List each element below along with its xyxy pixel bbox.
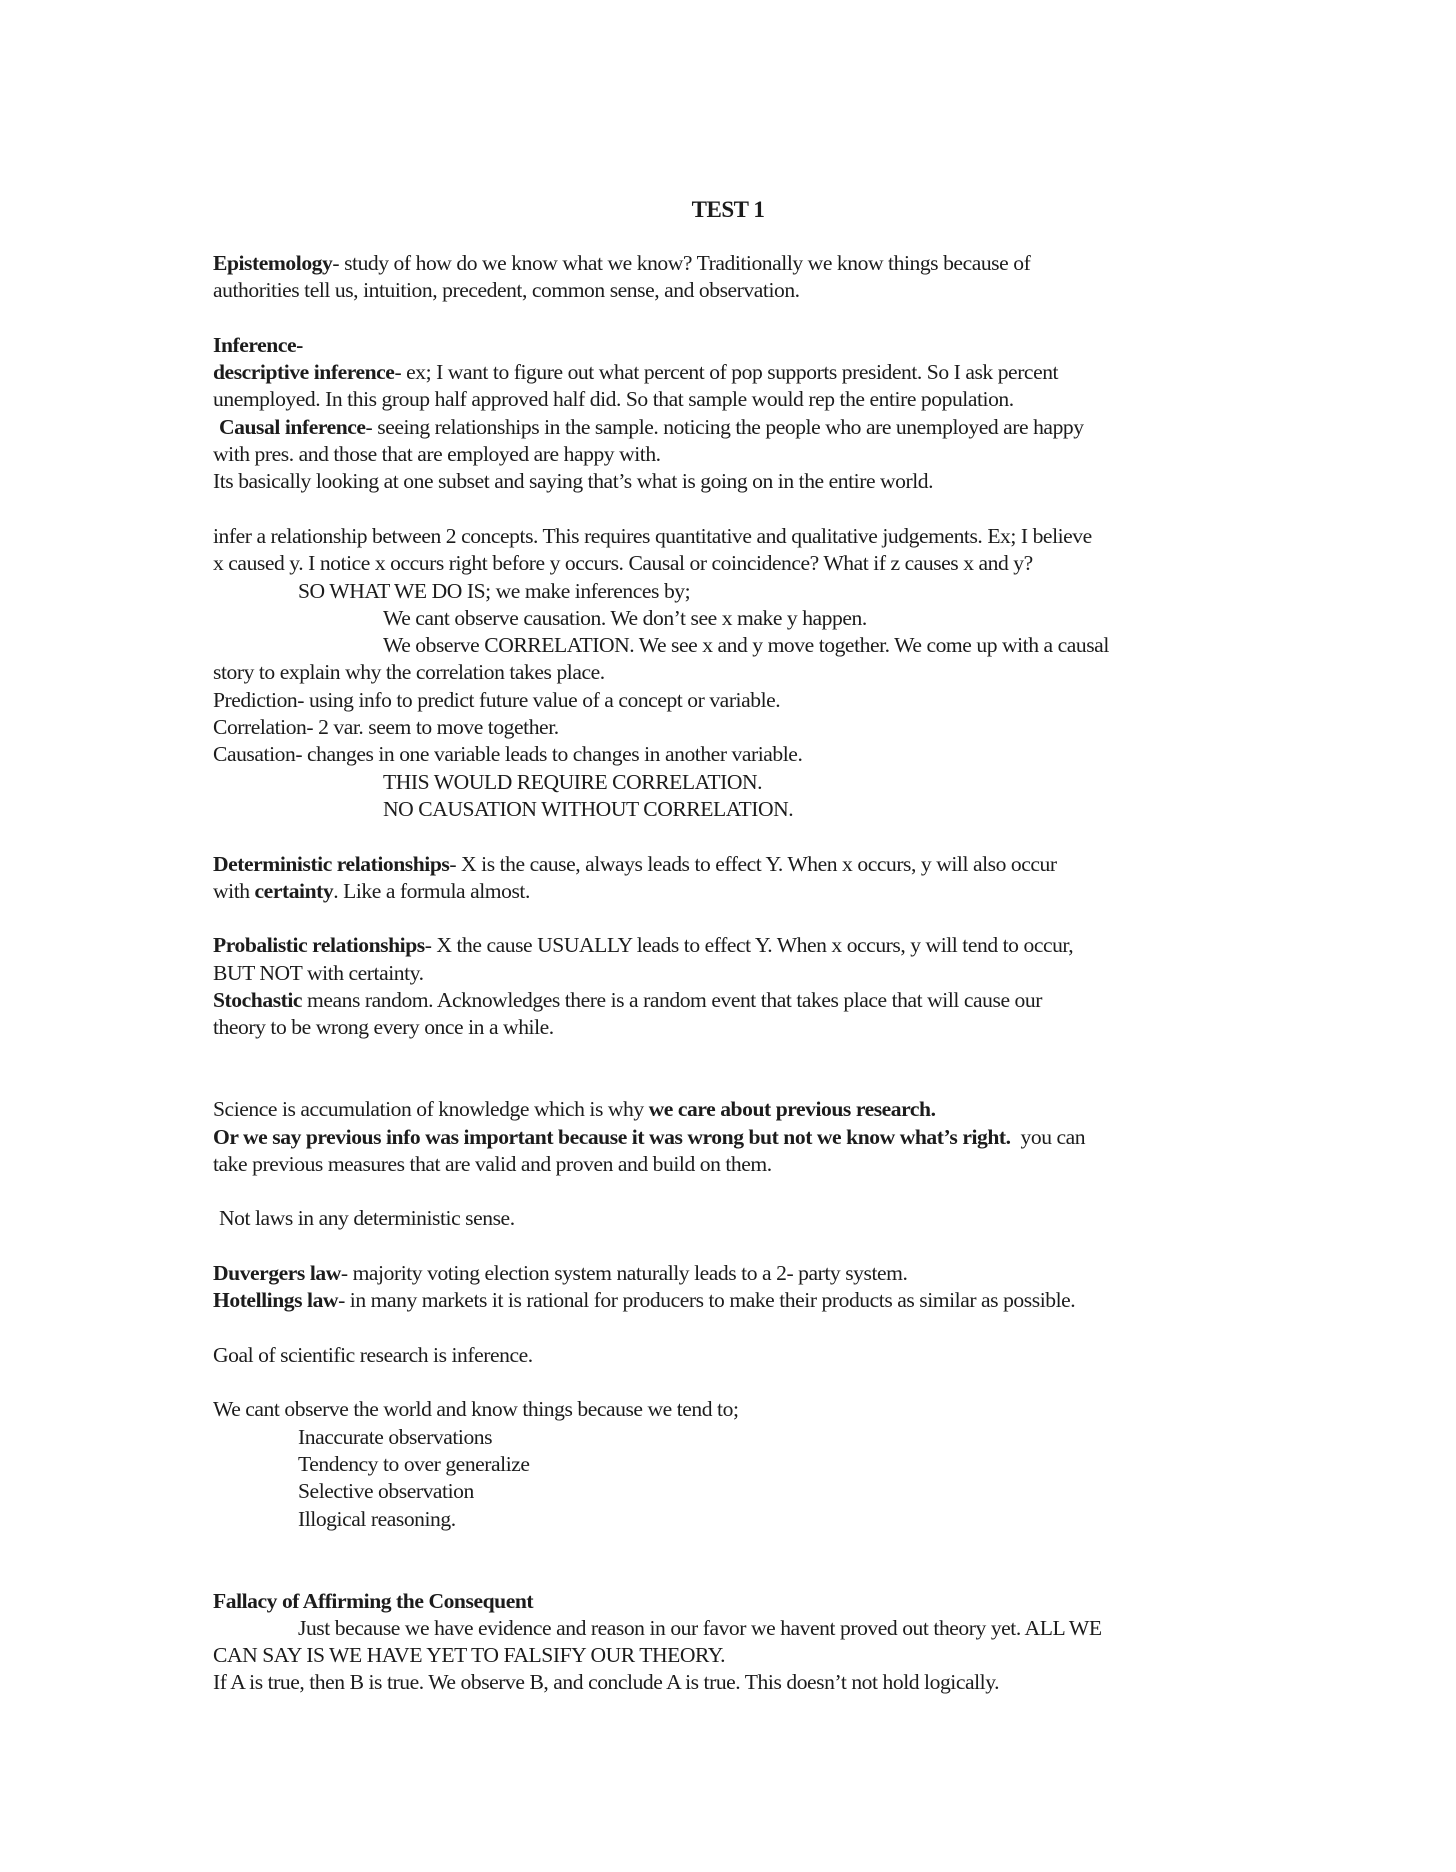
prediction-line: Prediction- using info to predict future value of a concept or variable. bbox=[213, 687, 781, 712]
stochastic-text: means random. Acknowledges there is a random event that takes place that will cause our bbox=[302, 988, 1042, 1013]
spacer bbox=[213, 1560, 1243, 1587]
stochastic-term: Stochastic bbox=[213, 988, 303, 1013]
cant-observe-causation-line: We cant observe causation. We don’t see x make y happen. bbox=[383, 605, 867, 630]
document-body bbox=[213, 250, 1243, 1697]
inference-heading-text: Inference- bbox=[213, 332, 303, 357]
science-line-1 bbox=[213, 1096, 1243, 1123]
spacer bbox=[213, 1369, 1243, 1396]
you-can-text: you can bbox=[1020, 1124, 1086, 1149]
descriptive-inference-line-1 bbox=[213, 359, 1243, 386]
probabilistic-line-2: BUT NOT with certainty. bbox=[213, 960, 424, 985]
descriptive-inference-line-2: unemployed. In this group half approved half did. So that sample would rep the entire population. bbox=[213, 387, 1014, 412]
spacer bbox=[213, 496, 1243, 523]
epistemology-line-1 bbox=[213, 250, 1243, 277]
so-what-line: SO WHAT WE DO IS; we make inferences by; bbox=[298, 578, 691, 603]
causal-inference-text: - seeing relationships in the sample. noticing the people who are unemployed are happy bbox=[365, 414, 1084, 439]
science-bold-text: we care about previous research. bbox=[648, 1097, 936, 1122]
causation-line: Causation- changes in one variable leads to changes in another variable. bbox=[213, 742, 803, 767]
science-line-3: take previous measures that are valid and proven and build on them. bbox=[213, 1151, 772, 1176]
spacer bbox=[213, 1533, 1243, 1560]
list-item: Selective observation bbox=[298, 1479, 474, 1504]
epistemology-line-2: authorities tell us, intuition, precedent, common sense, and observation. bbox=[213, 278, 800, 303]
science-line-2 bbox=[213, 1124, 1243, 1151]
science-text: Science is accumulation of knowledge which is why bbox=[213, 1097, 649, 1122]
spacer bbox=[213, 905, 1243, 932]
fallacy-line-1: Just because we have evidence and reason in our favor we havent proved out theory yet. ALL WE bbox=[298, 1615, 1102, 1640]
not-laws-line: Not laws in any deterministic sense. bbox=[219, 1206, 515, 1231]
descriptive-inference-text: - ex; I want to figure out what percent of pop supports president. So I ask percent bbox=[394, 360, 1059, 385]
fallacy-heading-text: Fallacy of Affirming the Consequent bbox=[213, 1588, 534, 1613]
spacer bbox=[213, 1069, 1243, 1096]
page-title: TEST 1 bbox=[691, 197, 765, 222]
descriptive-inference-term: descriptive inference bbox=[213, 360, 395, 385]
deterministic-text-pre: with bbox=[213, 878, 255, 903]
list-item: Tendency to over generalize bbox=[298, 1452, 530, 1477]
correlation-line: Correlation- 2 var. seem to move together. bbox=[213, 715, 559, 740]
spacer bbox=[213, 823, 1243, 850]
fallacy-line-2: CAN SAY IS WE HAVE YET TO FALSIFY OUR THEORY. bbox=[213, 1643, 726, 1668]
causal-inference-term: Causal inference bbox=[219, 414, 366, 439]
spacer bbox=[213, 1042, 1243, 1069]
relationship-line-2: x caused y. I notice x occurs right before y occurs. Causal or coincidence? What if z causes x and y? bbox=[213, 551, 1033, 576]
deterministic-text: - X is the cause, always leads to effect Y. When x occurs, y will also occur bbox=[449, 851, 1057, 876]
spacer bbox=[213, 1233, 1243, 1260]
probabilistic-text: - X the cause USUALLY leads to effect Y. When x occurs, y will tend to occur, bbox=[424, 933, 1074, 958]
causal-inference-line-2: with pres. and those that are employed are happy with. bbox=[213, 442, 661, 467]
deterministic-line-1 bbox=[213, 851, 1243, 878]
relationship-line-1: infer a relationship between 2 concepts. This requires quantitative and qualitative judgements. Ex; I believe bbox=[213, 523, 1092, 548]
stochastic-line-1 bbox=[213, 987, 1243, 1014]
causal-inference-line-1 bbox=[213, 414, 1243, 441]
deterministic-text-post: . Like a formula almost. bbox=[333, 878, 530, 903]
duverger-line bbox=[213, 1260, 1243, 1287]
fallacy-line-3: If A is true, then B is true. We observe B, and conclude A is true. This doesn’t not hold logically. bbox=[213, 1670, 1000, 1695]
fallacy-heading bbox=[213, 1588, 1243, 1615]
spacer bbox=[213, 1178, 1243, 1205]
hotelling-text: - in many markets it is rational for producers to make their products as similar as possible. bbox=[338, 1288, 1076, 1313]
probabilistic-line-1 bbox=[213, 932, 1243, 959]
require-correlation-line: THIS WOULD REQUIRE CORRELATION. bbox=[383, 769, 763, 794]
epistemology-text: - study of how do we know what we know? Traditionally we know things because of bbox=[332, 251, 1031, 275]
no-causation-line: NO CAUSATION WITHOUT CORRELATION. bbox=[383, 796, 794, 821]
hotelling-line bbox=[213, 1287, 1243, 1314]
cant-observe-intro: We cant observe the world and know things because we tend to; bbox=[213, 1397, 739, 1422]
subset-line: Its basically looking at one subset and saying that’s what is going on in the entire world. bbox=[213, 469, 934, 494]
list-item: Inaccurate observations bbox=[298, 1424, 493, 1449]
epistemology-term: Epistemology bbox=[213, 251, 333, 275]
spacer bbox=[213, 1315, 1243, 1342]
hotelling-term: Hotellings law bbox=[213, 1288, 339, 1313]
causal-story-line: story to explain why the correlation takes place. bbox=[213, 660, 605, 685]
duverger-term: Duvergers law bbox=[213, 1260, 341, 1285]
deterministic-line-2 bbox=[213, 878, 1243, 905]
certainty-term: certainty bbox=[254, 878, 334, 903]
spacer bbox=[213, 305, 1243, 332]
probabilistic-term: Probalistic relationships bbox=[213, 933, 425, 958]
inference-heading bbox=[213, 332, 1243, 359]
deterministic-term: Deterministic relationships bbox=[213, 851, 450, 876]
goal-line: Goal of scientific research is inference. bbox=[213, 1342, 533, 1367]
observe-correlation-line: We observe CORRELATION. We see x and y move together. We come up with a causal bbox=[383, 633, 1109, 658]
stochastic-line-2: theory to be wrong every once in a while. bbox=[213, 1015, 554, 1040]
previous-info-bold-text: Or we say previous info was important because it was wrong but not we know what’s right. bbox=[213, 1124, 1011, 1149]
duverger-text: - majority voting election system naturally leads to a 2- party system. bbox=[340, 1260, 908, 1285]
list-item: Illogical reasoning. bbox=[298, 1506, 456, 1531]
